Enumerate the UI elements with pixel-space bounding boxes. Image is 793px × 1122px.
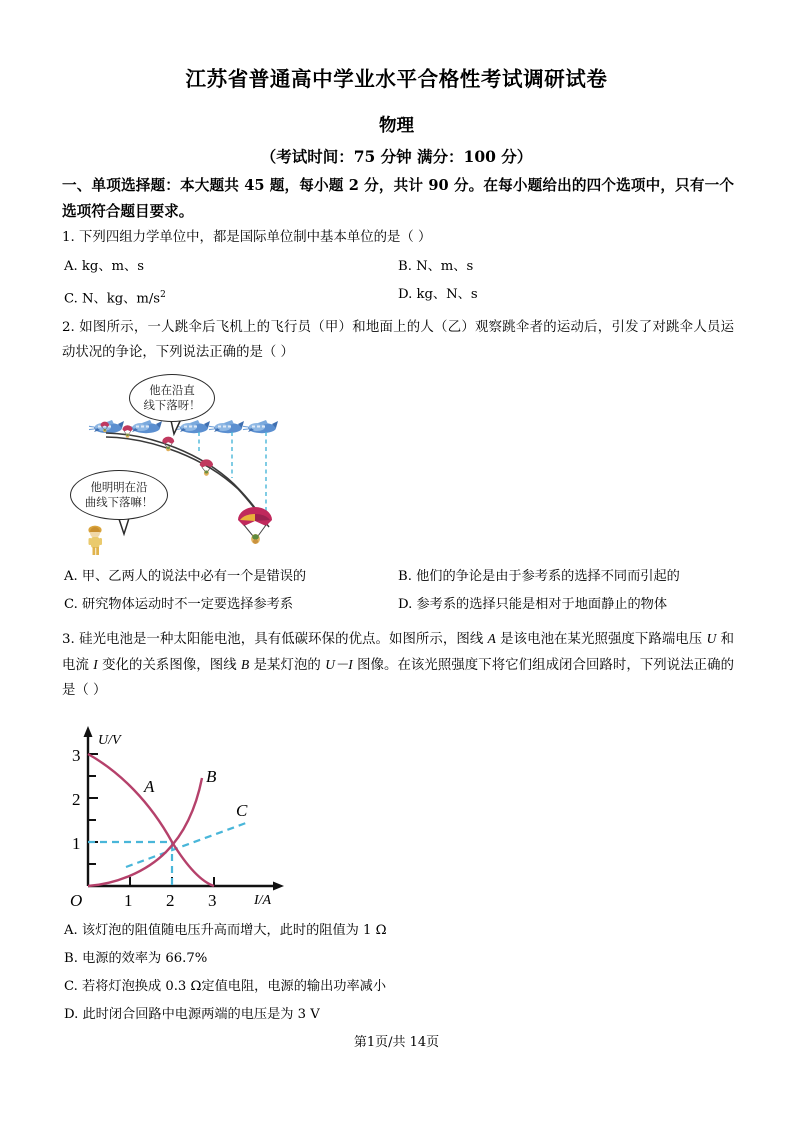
x-tick-1: 1 — [124, 891, 133, 910]
section-heading: 一、单项选择题：本大题共 45 题，每小题 2 分，共计 90 分。在每小题给出的四个选项中，只有一个选项符合题目要求。 — [62, 177, 734, 220]
x-axis-label: I/A — [254, 893, 272, 908]
question-1-option-c-text: C. N、kg、m/s — [64, 291, 161, 307]
question-2-option-b[interactable]: B. 他们的争论是由于参考系的选择不同而引起的 — [398, 569, 680, 584]
q3-part-1: 3. 硅光电池是一种太阳能电池，具有低碳环保的优点。如图所示，图线 — [62, 632, 488, 647]
q3-part-4: 变化的关系图像，图线 — [97, 658, 242, 673]
q3-italic-I: I — [93, 657, 98, 672]
question-1-option-b[interactable]: B. N、m、s — [398, 259, 474, 274]
graph-axes — [88, 734, 276, 886]
y-tick-2: 2 — [72, 790, 81, 809]
question-1-stem: 1. 下列四组力学单位中，都是国际单位制中基本单位的是（ ） — [62, 230, 432, 245]
question-3-option-a[interactable]: A. 该灯泡的阻值随电压升高而增大，此时的阻值为 1 Ω — [64, 923, 387, 938]
curve-B-label: B — [206, 767, 217, 786]
x-tick-2: 2 — [166, 891, 175, 910]
q3-italic-UI: U－I — [325, 657, 353, 672]
x-axis-arrow — [273, 882, 284, 891]
speech-bubble-ground — [70, 470, 168, 520]
speech-bubble-ground-line2: 曲线下落嘛！ — [84, 495, 154, 509]
y-tick-1: 1 — [72, 834, 81, 853]
question-3-stem — [62, 626, 734, 703]
question-2-figure — [62, 372, 324, 558]
origin-label: O — [70, 891, 83, 910]
y-axis-ticks — [88, 754, 98, 864]
q3-part-3: 和电流 — [62, 632, 734, 673]
curve-A-label: A — [144, 777, 155, 796]
page-title: 江苏省普通高中学业水平合格性考试调研试卷 — [185, 67, 608, 91]
ground-observer — [88, 526, 102, 555]
page-footer: 第1页/共 14页 — [353, 1035, 440, 1050]
y-axis-label: U/V — [98, 733, 121, 748]
curve-A-path — [88, 754, 214, 886]
question-3-option-b[interactable]: B. 电源的效率为 66.7% — [64, 951, 208, 966]
question-3-option-d[interactable]: D. 此时闭合回路中电源两端的电压是为 3 V — [64, 1007, 320, 1022]
q3-part-5: 是某灯泡的 — [249, 658, 326, 673]
plane-row — [89, 420, 278, 433]
question-1-option-d[interactable]: D. kg、N、s — [398, 287, 478, 302]
q3-part-2: 是该电池在某光照强度下路端电压 — [495, 632, 707, 647]
q3-italic-U: U — [706, 631, 717, 646]
speech-bubble-pilot-line1: 他在沿直 — [149, 383, 195, 397]
y-tick-3: 3 — [72, 746, 81, 765]
speech-bubble-ground-line1: 他明明在沿 — [90, 480, 148, 494]
q3-part-6: 图像。在该光照强度下将它们组成闭合回路时，下列说法正确的是（ ） — [62, 658, 734, 698]
curve-C-label: C — [236, 801, 248, 820]
speech-bubble-pilot-line2: 线下落呀！ — [143, 398, 201, 412]
question-2-option-a[interactable]: A. 甲、乙两人的说法中必有一个是错误的 — [64, 569, 307, 584]
question-1-option-a[interactable]: A. kg、m、s — [64, 259, 144, 274]
question-2-stem: 2. 如图所示，一人跳伞后飞机上的飞行员（甲）和地面上的人（乙）观察跳伞者的运动后，引发了对跳伞人员运动状况的争论，下列说法正确的是（ ） — [62, 320, 734, 360]
question-2-option-d[interactable]: D. 参考系的选择只能是相对于地面静止的物体 — [398, 597, 668, 612]
q3-italic-B: B — [241, 657, 250, 672]
ui-graph-svg — [58, 716, 298, 914]
y-axis-arrow — [84, 726, 93, 737]
question-1-option-c[interactable] — [64, 284, 166, 310]
question-2-option-c[interactable]: C. 研究物体运动时不一定要选择参考系 — [64, 597, 294, 612]
subject-title: 物理 — [379, 116, 414, 136]
curve-C-line — [126, 823, 246, 867]
exam-meta: （考试时间：75 分钟 满分：100 分） — [260, 147, 533, 166]
x-tick-3: 3 — [208, 891, 217, 910]
question-1-option-c-sup: 2 — [160, 290, 166, 300]
speech-bubble-pilot — [129, 374, 215, 422]
question-3-figure — [58, 716, 298, 914]
question-3-option-c[interactable]: C. 若将灯泡换成 0.3 Ω定值电阻，电源的输出功率减小 — [64, 979, 387, 994]
q3-italic-A: A — [487, 631, 496, 646]
